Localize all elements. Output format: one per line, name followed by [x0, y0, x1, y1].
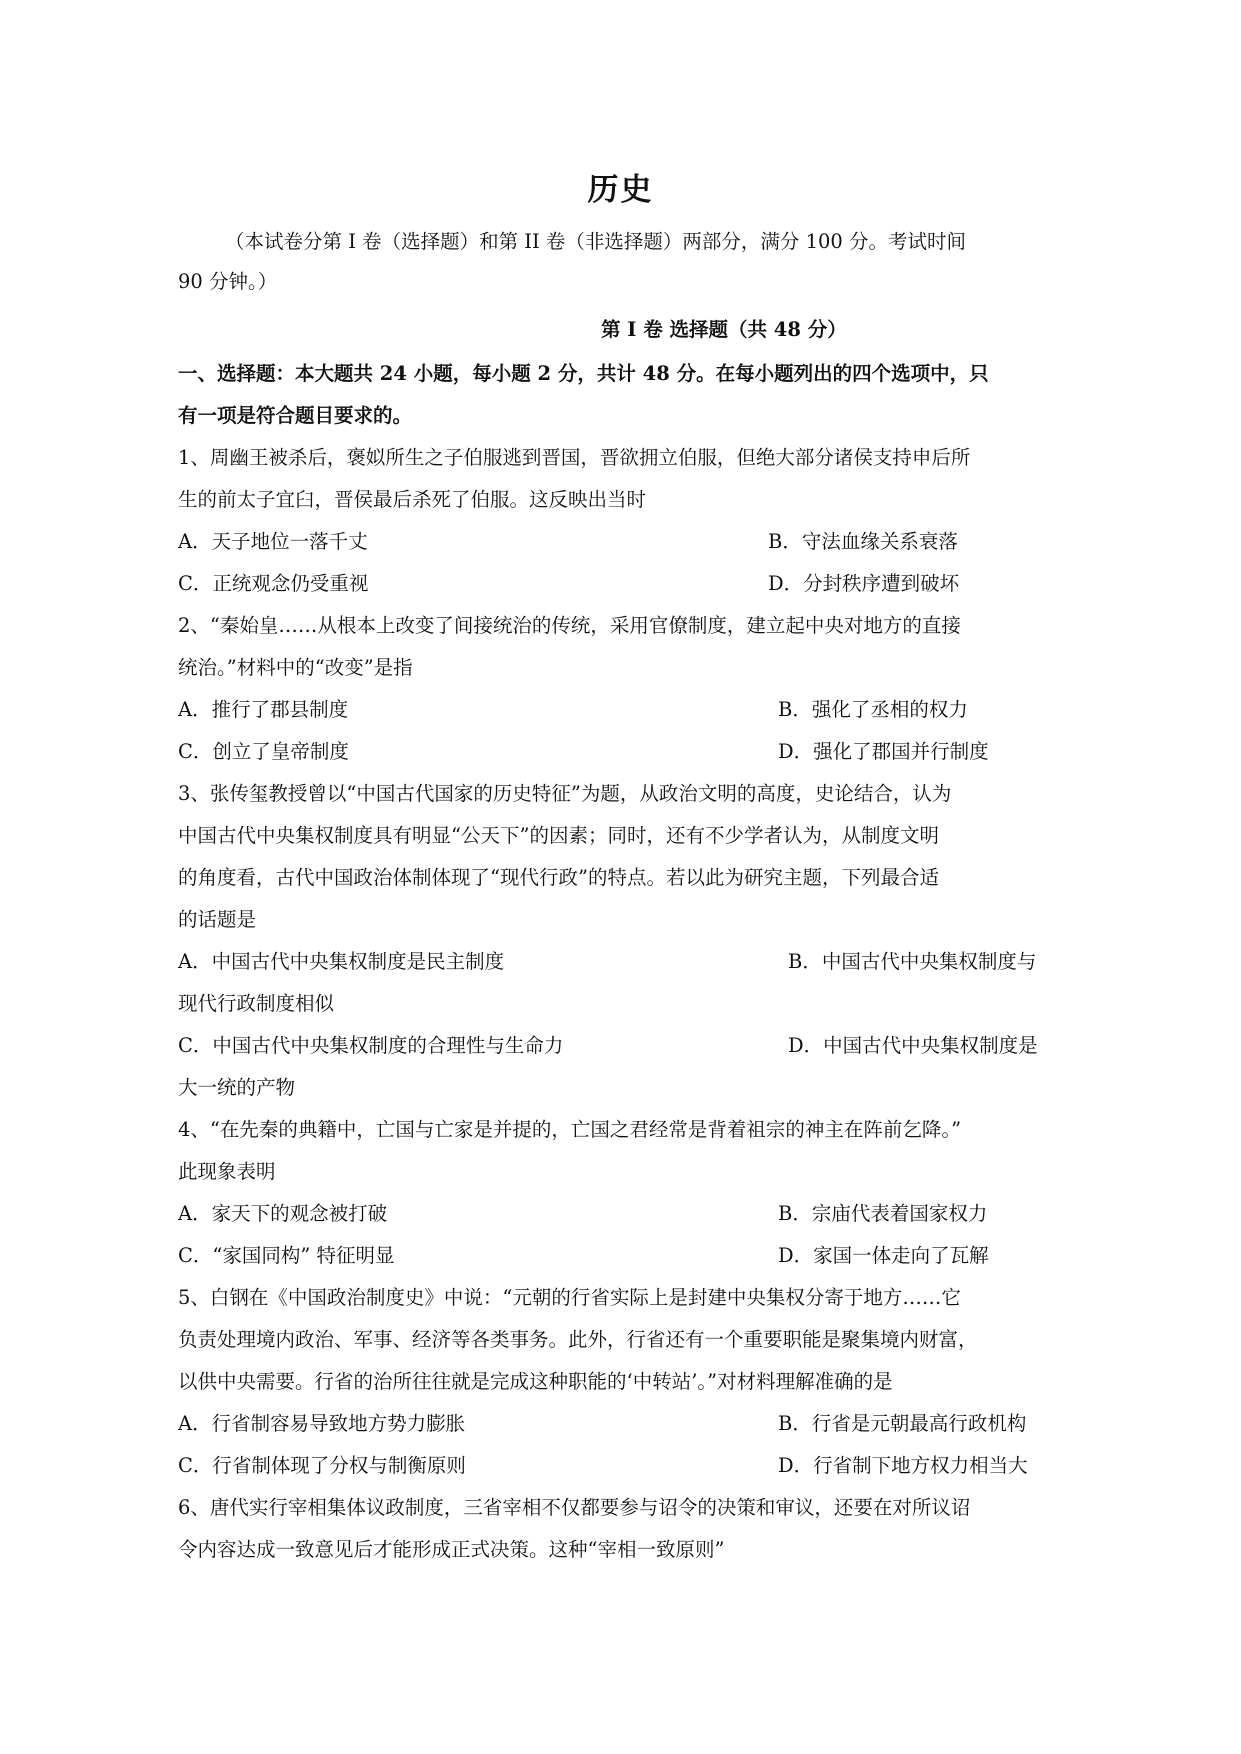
- question-6-stem-line-1: 6、唐代实行宰相集体议政制度，三省宰相不仅都要参与诏令的决策和审议，还要在对所议诏: [178, 1496, 971, 1519]
- intro-line-1: （本试卷分第 I 卷（选择题）和第 II 卷（非选择题）两部分，满分 100 分。考试时间: [225, 230, 967, 253]
- question-5-stem-line-3: 以供中央需要。行省的治所往往就是完成这种职能的‘中转站’。”对材料理解准确的是: [178, 1370, 893, 1393]
- question-1-option-b: B．守法血缘关系衰落: [768, 530, 958, 553]
- question-2-option-c: C．创立了皇帝制度: [178, 740, 349, 763]
- question-5-stem-line-1: 5、白钢在《中国政治制度史》中说：“元朝的行省实际上是封建中央集权分寄于地方……它: [178, 1286, 961, 1309]
- question-5-option-d: D．行省制下地方权力相当大: [778, 1454, 1028, 1477]
- question-4-option-b: B．宗庙代表着国家权力: [778, 1202, 988, 1225]
- question-1-stem-line-1: 1、周幽王被杀后，褒姒所生之子伯服逃到晋国，晋欲拥立伯服，但绝大部分诸侯支持申后所: [178, 446, 971, 469]
- question-5-stem-line-2: 负责处理境内政治、军事、经济等各类事务。此外，行省还有一个重要职能是聚集境内财富，: [178, 1328, 978, 1351]
- question-1-option-d: D．分封秩序遭到破坏: [768, 572, 960, 595]
- question-2-stem-line-2: 统治。”材料中的“改变”是指: [178, 656, 413, 679]
- page-title: 历史: [587, 172, 654, 208]
- question-1-option-a: A．天子地位一落千丈: [178, 530, 368, 553]
- question-5-option-b: B．行省是元朝最高行政机构: [778, 1412, 1027, 1435]
- question-2-stem-line-1: 2、“秦始皇……从根本上改变了间接统治的传统，采用官僚制度，建立起中央对地方的直接: [178, 614, 961, 637]
- question-1-option-c: C．正统观念仍受重视: [178, 572, 369, 595]
- question-1-stem-line-2: 生的前太子宜臼，晋侯最后杀死了伯服。这反映出当时: [178, 488, 647, 511]
- section-title: 第 I 卷 选择题（共 48 分）: [601, 318, 847, 341]
- question-3-option-b: B．中国古代中央集权制度与: [788, 950, 1037, 973]
- question-3-stem-line-2: 中国古代中央集权制度具有明显“公天下”的因素；同时，还有不少学者认为，从制度文明: [178, 824, 939, 847]
- question-3-option-a: A．中国古代中央集权制度是民主制度: [178, 950, 505, 973]
- question-5-option-a: A．行省制容易导致地方势力膨胀: [178, 1412, 466, 1435]
- question-2-option-a: A．推行了郡县制度: [178, 698, 349, 721]
- question-2-option-d: D．强化了郡国并行制度: [778, 740, 989, 763]
- intro-line-2: 90 分钟。）: [178, 270, 278, 293]
- question-3-stem-line-1: 3、张传玺教授曾以“中国古代国家的历史特征”为题，从政治文明的高度，史论结合，认为: [178, 782, 952, 805]
- question-3-option-d-continued: 大一统的产物: [178, 1076, 296, 1099]
- question-3-option-b-continued: 现代行政制度相似: [178, 992, 335, 1015]
- question-3-stem-line-3: 的角度看，古代中国政治体制体现了“现代行政”的特点。若以此为研究主题，下列最合适: [178, 866, 939, 889]
- instructions-line-2: 有一项是符合题目要求的。: [178, 404, 413, 427]
- question-4-stem-line-1: 4、“在先秦的典籍中，亡国与亡家是并提的，亡国之君经常是背着祖宗的神主在阵前乞降。”: [178, 1118, 962, 1141]
- question-2-option-b: B．强化了丞相的权力: [778, 698, 968, 721]
- question-4-stem-line-2: 此现象表明: [178, 1160, 276, 1183]
- question-3-stem-line-4: 的话题是: [178, 908, 257, 931]
- question-4-option-c: C．“家国同构” 特征明显: [178, 1244, 395, 1267]
- question-3-option-c: C．中国古代中央集权制度的合理性与生命力: [178, 1034, 564, 1057]
- question-5-option-c: C．行省制体现了分权与制衡原则: [178, 1454, 466, 1477]
- instructions-line-1: 一、选择题：本大题共 24 小题，每小题 2 分，共计 48 分。在每小题列出的四个选项中，只: [178, 362, 989, 385]
- question-4-option-a: A．家天下的观念被打破: [178, 1202, 388, 1225]
- question-6-stem-line-2: 令内容达成一致意见后才能形成正式决策。这种“宰相一致原则”: [178, 1538, 725, 1561]
- question-3-option-d: D．中国古代中央集权制度是: [788, 1034, 1038, 1057]
- question-4-option-d: D．家国一体走向了瓦解: [778, 1244, 989, 1267]
